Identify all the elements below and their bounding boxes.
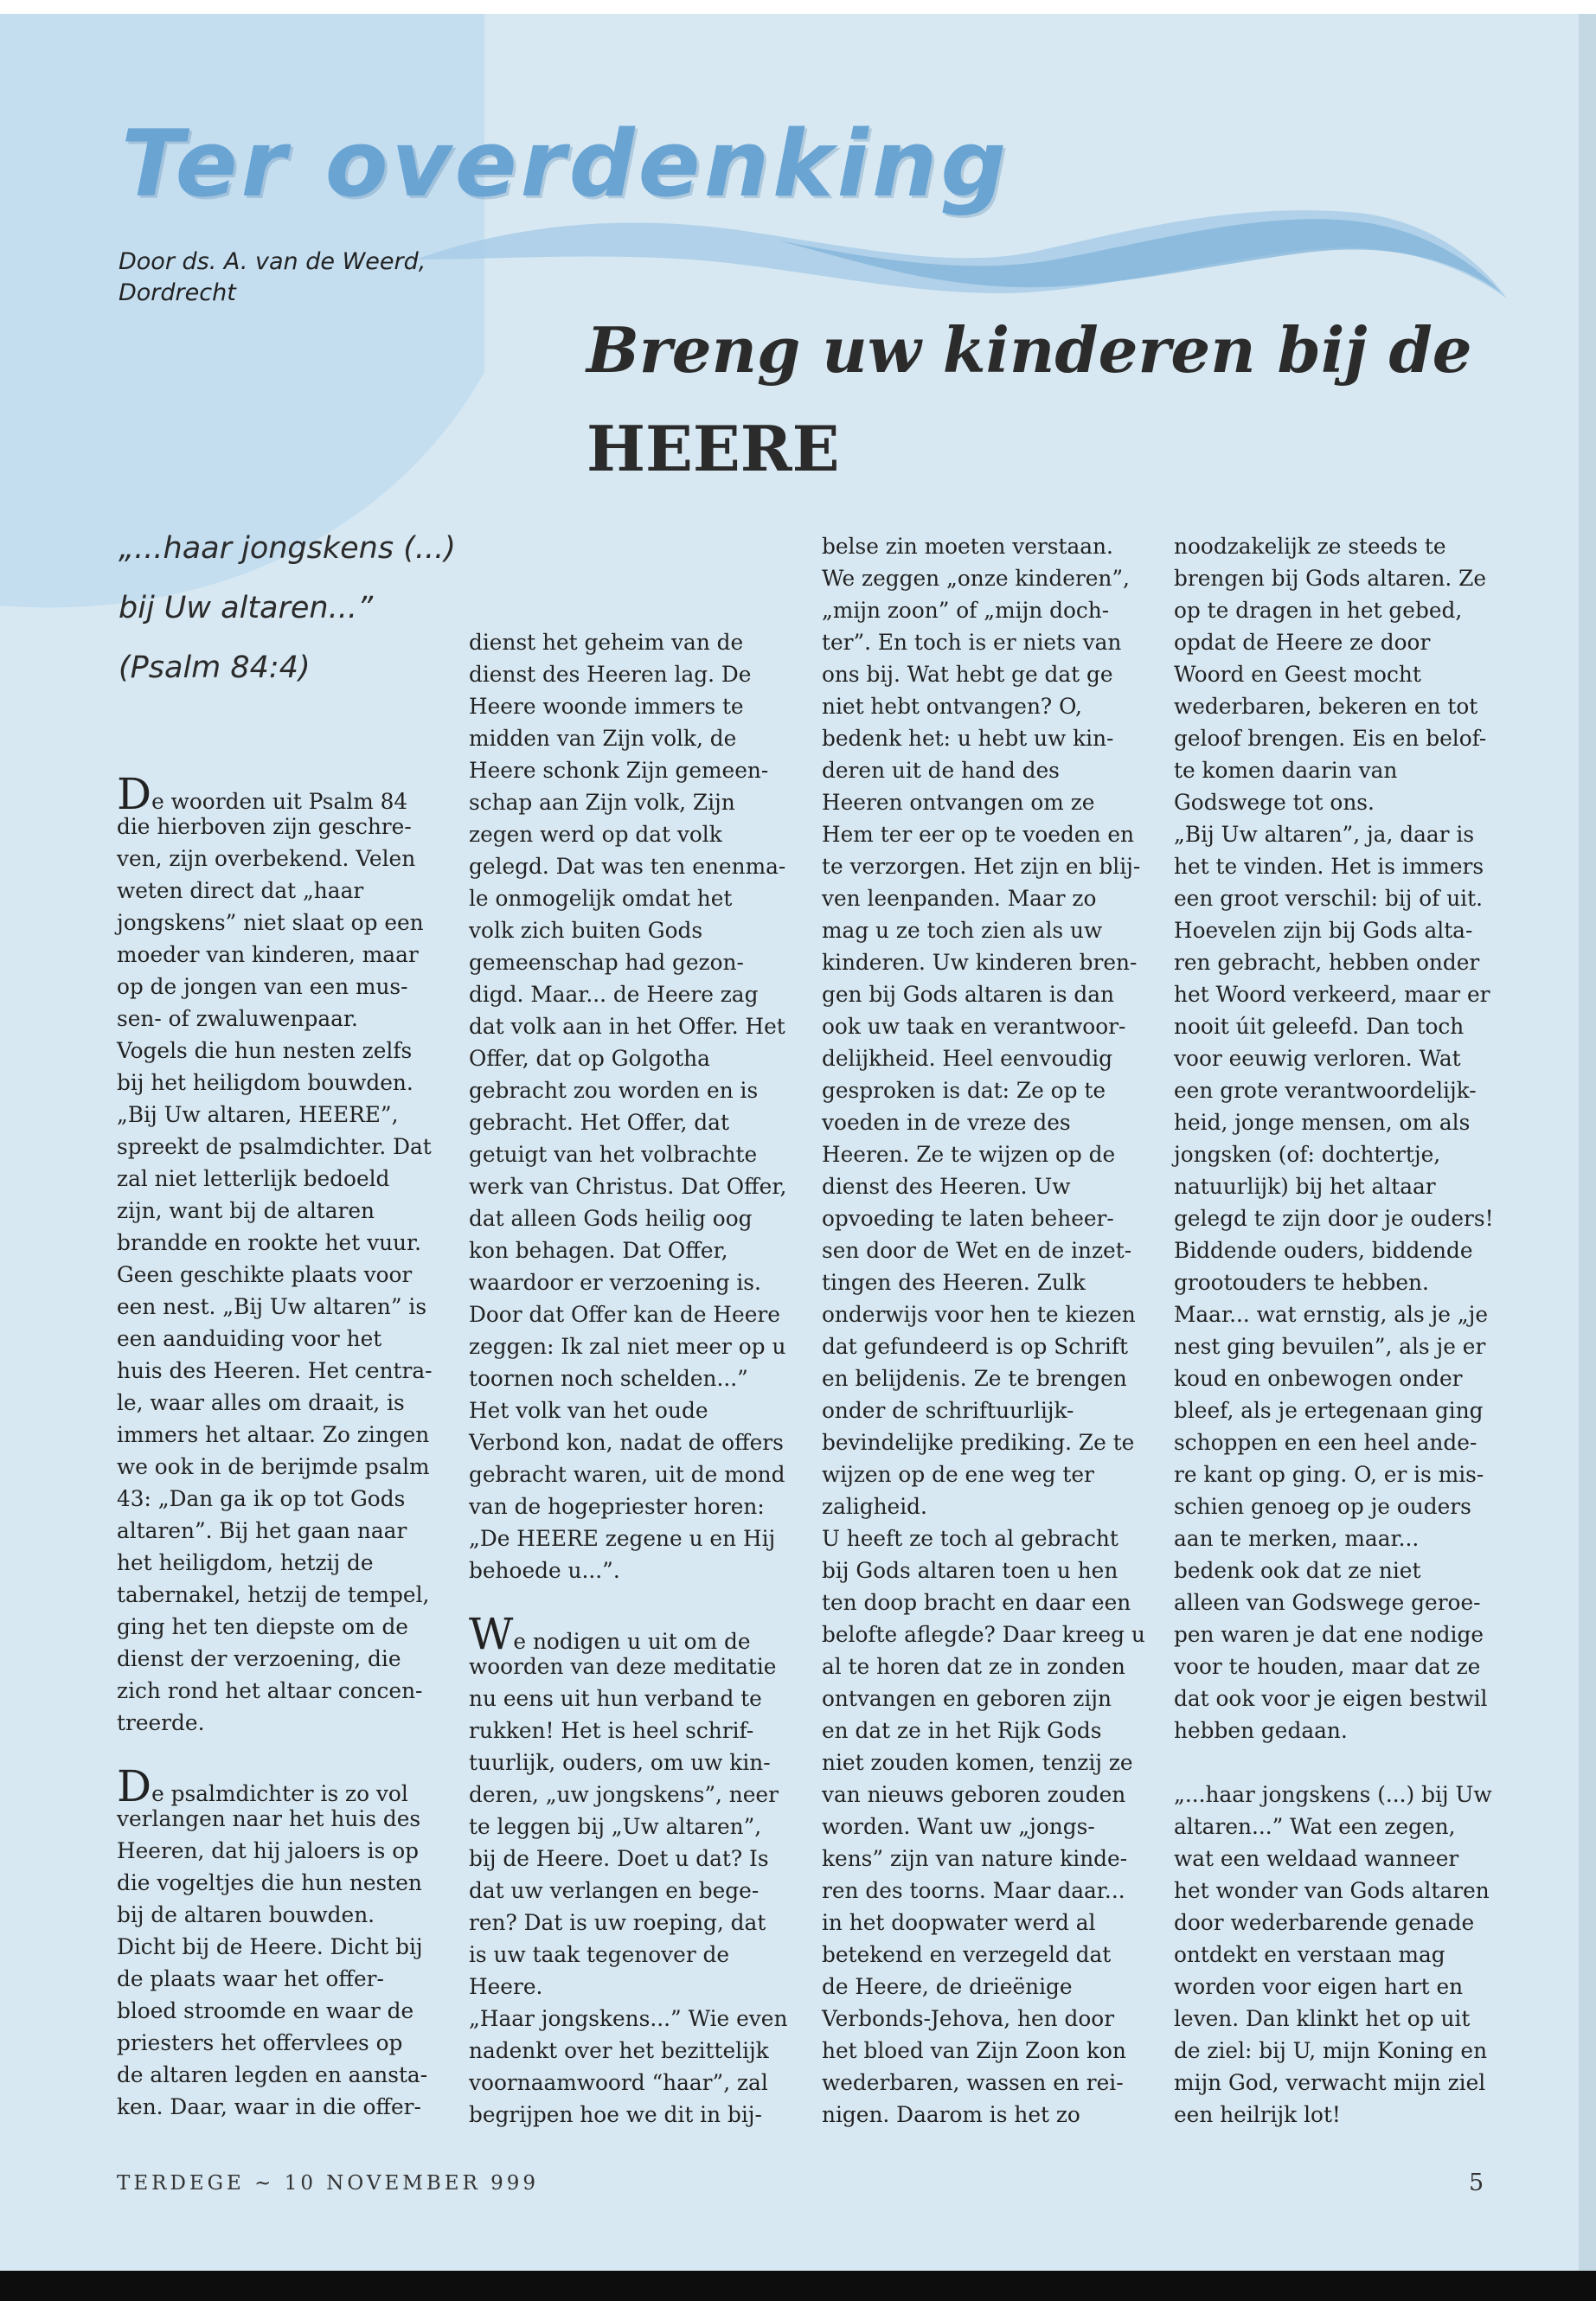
text-line: bij het heiligdom bouwden. — [117, 1070, 413, 1095]
text-line: De psalmdichter is zo vol — [117, 1761, 408, 1811]
text-line: gebracht zou worden en is — [469, 1078, 759, 1103]
text-line: het heiligdom, hetzij de — [117, 1550, 374, 1575]
text-line: dienst des Heeren lag. De — [469, 662, 752, 687]
text-line: wederbaren, bekeren en tot — [1174, 694, 1478, 719]
text-line: gesproken is dat: Ze op te — [822, 1078, 1106, 1103]
text-line: ontvangen en geboren zijn — [822, 1686, 1112, 1711]
text-line: „De HEERE zegene u en Hij — [469, 1526, 776, 1551]
text-line: ging het ten diepste om de — [117, 1614, 408, 1639]
text-line: immers het altaar. Zo zingen — [117, 1422, 430, 1447]
text-line: Heere woonde immers te — [469, 694, 744, 719]
text-line: nadenkt over het bezittelijk — [469, 2038, 769, 2063]
text-line: op te dragen in het gebed, — [1174, 598, 1463, 623]
text-line: de plaats waar het offer- — [117, 1966, 384, 1991]
text-line: ken. Daar, waar in die offer- — [117, 2094, 421, 2119]
text-line: belse zin moeten verstaan. — [822, 534, 1113, 559]
text-line: schoppen en een heel ande- — [1174, 1430, 1477, 1455]
text-line: Door dat Offer kan de Heere — [469, 1302, 780, 1327]
text-line: treerde. — [117, 1710, 205, 1735]
text-line: het wonder van Gods altaren — [1174, 1878, 1490, 1903]
text-line: verlangen naar het huis des — [117, 1806, 421, 1831]
text-line: in het doopwater werd al — [822, 1910, 1096, 1935]
text-line: een aanduiding voor het — [117, 1326, 382, 1351]
text-line: bevindelijke prediking. Ze te — [822, 1430, 1135, 1455]
text-line: bij de Heere. Doet u dat? Is — [469, 1846, 769, 1871]
text-line: Godswege tot ons. — [1174, 790, 1375, 815]
text-line: getuigt van het volbrachte — [469, 1142, 758, 1167]
text-line: ter”. En toch is er niets van — [822, 630, 1122, 655]
text-line: niet hebt ontvangen? O, — [822, 694, 1082, 719]
text-line: opvoeding te laten beheer- — [822, 1206, 1114, 1231]
text-line: te verzorgen. Het zijn en blij- — [822, 854, 1141, 879]
text-line: zegen werd op dat volk — [469, 822, 722, 847]
text-line: ons bij. Wat hebt ge dat ge — [822, 662, 1113, 687]
headline-line-1: Breng uw kinderen bij de — [586, 313, 1472, 387]
text-line: zaligheid. — [822, 1494, 927, 1519]
text-line: dienst het geheim van de — [469, 630, 744, 655]
text-line: door wederbarende genade — [1174, 1910, 1475, 1935]
text-column-4 — [1174, 530, 1494, 2131]
text-line: het te vinden. Het is immers — [1174, 854, 1484, 879]
headline-line-2: HEERE — [586, 412, 840, 485]
text-line: ren gebracht, hebben onder — [1174, 950, 1480, 975]
text-line: altaren...” Wat een zegen, — [1174, 1814, 1456, 1839]
text-line: dienst der verzoening, die — [117, 1646, 401, 1671]
text-line: mijn God, verwacht mijn ziel — [1174, 2070, 1486, 2095]
text-line: Heere schonk Zijn gemeen- — [469, 758, 769, 783]
text-line: zich rond het altaar concen- — [117, 1678, 423, 1703]
text-line: grootouders te hebben. — [1174, 1270, 1429, 1295]
text-line: U heeft ze toch al gebracht — [822, 1526, 1118, 1551]
text-line: volk zich buiten Gods — [469, 918, 703, 943]
text-column-3 — [822, 530, 1145, 2131]
text-line: tingen des Heeren. Zulk — [822, 1270, 1086, 1295]
text-line: weten direct dat „haar — [117, 878, 364, 903]
text-line — [1174, 1747, 1494, 1779]
text-line: woorden van deze meditatie — [469, 1654, 777, 1679]
text-line: de ziel: bij U, mijn Koning en — [1174, 2038, 1488, 2063]
text-line: We zeggen „onze kinderen”, — [822, 566, 1130, 591]
text-line: bedenk ook dat ze niet — [1174, 1558, 1421, 1583]
text-line: opdat de Heere ze door — [1174, 630, 1431, 655]
text-line: dat ook voor je eigen bestwil — [1174, 1686, 1488, 1711]
text-line: voornaamwoord “haar”, zal — [469, 2070, 768, 2095]
text-line: spreekt de psalmdichter. Dat — [117, 1134, 432, 1159]
text-line: re kant op ging. O, er is mis- — [1174, 1462, 1484, 1487]
text-line: waardoor er verzoening is. — [469, 1270, 761, 1295]
text-line: Offer, dat op Golgotha — [469, 1046, 710, 1071]
text-line: ren des toorns. Maar daar... — [822, 1878, 1125, 1903]
text-line: pen waren je dat ene nodige — [1174, 1622, 1484, 1647]
text-line: dienst des Heeren. Uw — [822, 1174, 1071, 1199]
text-line: ontdekt en verstaan mag — [1174, 1942, 1445, 1967]
footer-publication: TERDEGE ~ 10 NOVEMBER 999 — [117, 2172, 540, 2195]
text-line: en dat ze in het Rijk Gods — [822, 1718, 1102, 1743]
text-line: te leggen bij „Uw altaren”, — [469, 1814, 762, 1839]
text-line: schap aan Zijn volk, Zijn — [469, 790, 735, 815]
text-line: dat alleen Gods heilig oog — [469, 1206, 753, 1231]
text-line: niet zouden komen, tenzij ze — [822, 1750, 1133, 1775]
text-line: en belijdenis. Ze te brengen — [822, 1366, 1127, 1391]
quote-line-1: „...haar jongskens (...) — [119, 531, 456, 566]
text-line: Woord en Geest mocht — [1174, 662, 1421, 687]
text-line: huis des Heeren. Het centra- — [117, 1358, 433, 1383]
text-line: ook uw taak en verantwoor- — [822, 1014, 1126, 1039]
text-line: „Haar jongskens...” Wie even — [469, 2006, 788, 2031]
text-column-1 — [117, 769, 437, 2123]
text-line — [469, 1586, 789, 1618]
text-line: begrijpen hoe we dit in bij- — [469, 2102, 762, 2127]
text-line: bleef, als je ertegenaan ging — [1174, 1398, 1484, 1423]
text-line: Geen geschikte plaats voor — [117, 1262, 413, 1287]
text-line: „Bij Uw altaren, HEERE”, — [117, 1102, 399, 1127]
text-line: gelegd. Dat was ten enenma- — [469, 854, 786, 879]
drop-cap: D — [117, 1761, 152, 1811]
text-line: Hem ter eer op te voeden en — [822, 822, 1135, 847]
text-line: nest ging bevuilen”, als je er — [1174, 1334, 1486, 1359]
text-line: Hoevelen zijn bij Gods alta- — [1174, 918, 1473, 943]
text-line: „mijn zoon” of „mijn doch- — [822, 598, 1110, 623]
byline-location: Dordrecht — [119, 279, 236, 306]
text-line: sen- of zwaluwenpaar. — [117, 1006, 358, 1031]
text-line: zal niet letterlijk bedoeld — [117, 1166, 390, 1191]
text-line: De woorden uit Psalm 84 — [117, 769, 408, 819]
text-line: onder de schriftuurlijk- — [822, 1398, 1074, 1423]
text-line: rukken! Het is heel schrif- — [469, 1718, 754, 1743]
scripture-quote — [119, 519, 465, 698]
text-line: onderwijs voor hen te kiezen — [822, 1302, 1136, 1327]
text-line: hebben gedaan. — [1174, 1718, 1348, 1743]
text-line: le onmogelijk omdat het — [469, 886, 733, 911]
text-line: behoede u...”. — [469, 1558, 620, 1583]
text-line: worden. Want uw „jongs- — [822, 1814, 1095, 1839]
text-line: le, waar alles om draait, is — [117, 1390, 405, 1415]
text-line: zeggen: Ik zal niet meer op u — [469, 1334, 786, 1359]
text-line: belofte aflegde? Daar kreeg u — [822, 1622, 1145, 1647]
text-line: bloed stroomde en waar de — [117, 1998, 414, 2023]
text-line: „...haar jongskens (...) bij Uw — [1174, 1782, 1492, 1807]
text-line: de Heere, de drieënige — [822, 1974, 1073, 1999]
text-line: altaren”. Bij het gaan naar — [117, 1518, 407, 1543]
article-headline — [586, 301, 1555, 498]
quote-reference: (Psalm 84:4) — [119, 651, 311, 685]
text-line: toornen noch schelden...” — [469, 1366, 748, 1391]
text-line: gebracht waren, uit de mond — [469, 1462, 785, 1487]
text-line: bij Gods altaren toen u hen — [822, 1558, 1118, 1583]
text-line: mag u ze toch zien als uw — [822, 918, 1103, 943]
byline — [119, 247, 482, 309]
text-line: kens” zijn van nature kinde- — [822, 1846, 1128, 1871]
text-column-2 — [469, 626, 789, 2131]
text-line: nooit úit geleefd. Dan toch — [1174, 1014, 1465, 1039]
text-line: al te horen dat ze in zonden — [822, 1654, 1125, 1679]
text-line: het bloed van Zijn Zoon kon — [822, 2038, 1126, 2063]
text-line: aan te merken, maar... — [1174, 1526, 1420, 1551]
text-line: leven. Dan klinkt het op uit — [1174, 2006, 1471, 2031]
text-line: Verbonds-Jehova, hen door — [822, 2006, 1115, 2031]
text-line: Verbond kon, nadat de offers — [469, 1430, 784, 1455]
text-line: betekend en verzegeld dat — [822, 1942, 1112, 1967]
text-line: ven, zijn overbekend. Velen — [117, 846, 416, 871]
text-line: 43: „Dan ga ik op tot Gods — [117, 1486, 406, 1511]
text-line: een heilrijk lot! — [1174, 2102, 1341, 2127]
text-line: deren, „uw jongskens”, neer — [469, 1782, 779, 1807]
text-line: bedenk het: u hebt uw kin- — [822, 726, 1114, 751]
text-line: sen door de Wet en de inzet- — [822, 1238, 1132, 1263]
text-line: kon behagen. Dat Offer, — [469, 1238, 728, 1263]
text-line: gelegd te zijn door je ouders! — [1174, 1206, 1494, 1231]
text-line: tabernakel, hetzij de tempel, — [117, 1582, 430, 1607]
text-line: een grote verantwoordelijk- — [1174, 1078, 1477, 1103]
text-line: digd. Maar... de Heere zag — [469, 982, 759, 1007]
page-number: 5 — [1469, 2170, 1484, 2196]
text-line: een groot verschil: bij of uit. — [1174, 886, 1483, 911]
text-line: een nest. „Bij Uw altaren” is — [117, 1294, 427, 1319]
text-line: jongsken (of: dochtertje, — [1174, 1142, 1441, 1167]
text-line: voor te houden, maar dat ze — [1174, 1654, 1481, 1679]
text-line: werk van Christus. Dat Offer, — [469, 1174, 787, 1199]
text-line: wederbaren, wassen en rei- — [822, 2070, 1124, 2095]
text-line: delijkheid. Heel eenvoudig — [822, 1046, 1113, 1071]
text-line: Maar... wat ernstig, als je „je — [1174, 1302, 1489, 1327]
text-line: nu eens uit hun verband te — [469, 1686, 762, 1711]
text-line: voeden in de vreze des — [822, 1110, 1071, 1135]
text-line: van de hogepriester horen: — [469, 1494, 765, 1519]
quote-line-2: bij Uw altaren...” — [119, 591, 374, 625]
text-line: „Bij Uw altaren”, ja, daar is — [1174, 822, 1475, 847]
text-line: wat een weldaad wanneer — [1174, 1846, 1459, 1871]
text-line — [117, 1739, 437, 1771]
text-line: worden voor eigen hart en — [1174, 1974, 1464, 1999]
text-line: We nodigen u uit om de — [469, 1609, 751, 1659]
section-title: Ter overdenking — [121, 111, 1010, 217]
text-line: priesters het offervlees op — [117, 2030, 403, 2055]
text-line: is uw taak tegenover de — [469, 1942, 730, 1967]
text-line: Heeren. Ze te wijzen op de — [822, 1142, 1116, 1167]
text-line: die hierboven zijn geschre- — [117, 814, 412, 839]
text-line: Dicht bij de Heere. Dicht bij — [117, 1934, 423, 1959]
text-line: we ook in de berijmde psalm — [117, 1454, 430, 1479]
text-line: dat volk aan in het Offer. Het — [469, 1014, 785, 1039]
text-line: midden van Zijn volk, de — [469, 726, 737, 751]
text-line: alleen van Godswege geroe- — [1174, 1590, 1481, 1615]
text-line: zijn, want bij de altaren — [117, 1198, 375, 1223]
text-line: Het volk van het oude — [469, 1398, 708, 1423]
text-line: Heeren, dat hij jaloers is op — [117, 1838, 420, 1863]
text-line: het Woord verkeerd, maar er — [1174, 982, 1490, 1007]
text-line: schien genoeg op je ouders — [1174, 1494, 1471, 1519]
text-line: Biddende ouders, biddende — [1174, 1238, 1473, 1263]
text-line: brandde en rookte het vuur. — [117, 1230, 422, 1255]
text-line: dat uw verlangen en bege- — [469, 1878, 760, 1903]
drop-cap: D — [117, 769, 152, 819]
text-line: ten doop bracht en daar een — [822, 1590, 1131, 1615]
text-line: Heere. — [469, 1974, 543, 1999]
text-line: gemeenschap had gezon- — [469, 950, 744, 975]
text-line: bij de altaren bouwden. — [117, 1902, 375, 1927]
text-line: Vogels die hun nesten zelfs — [117, 1038, 413, 1063]
text-line: de altaren legden en aansta- — [117, 2062, 428, 2087]
text-line: brengen bij Gods altaren. Ze — [1174, 566, 1486, 591]
text-line: ren? Dat is uw roeping, dat — [469, 1910, 766, 1935]
text-line: jongskens” niet slaat op een — [117, 910, 424, 935]
text-line: kinderen. Uw kinderen bren- — [822, 950, 1138, 975]
text-line: Heeren ontvangen om ze — [822, 790, 1095, 815]
text-line: natuurlijk) bij het altaar — [1174, 1174, 1436, 1199]
text-line: gen bij Gods altaren is dan — [822, 982, 1115, 1007]
drop-cap: W — [469, 1609, 514, 1659]
text-line: tuurlijk, ouders, om uw kin- — [469, 1750, 771, 1775]
text-line: nigen. Daarom is het zo — [822, 2102, 1080, 2127]
text-line: ven leenpanden. Maar zo — [822, 886, 1097, 911]
text-line: heid, jonge mensen, om als — [1174, 1110, 1471, 1135]
text-line: geloof brengen. Eis en belof- — [1174, 726, 1487, 751]
text-line: te komen daarin van — [1174, 758, 1398, 783]
text-line: voor eeuwig verloren. Wat — [1174, 1046, 1461, 1071]
text-line: op de jongen van een mus- — [117, 974, 408, 999]
text-line: deren uit de hand des — [822, 758, 1060, 783]
text-line: moeder van kinderen, maar — [117, 942, 419, 967]
text-line: van nieuws geboren zouden — [822, 1782, 1126, 1807]
text-line: wijzen op de ene weg ter — [822, 1462, 1094, 1487]
text-line: dat gefundeerd is op Schrift — [822, 1334, 1128, 1359]
byline-author: Door ds. A. van de Weerd, — [119, 248, 426, 275]
text-line: koud en onbewogen onder — [1174, 1366, 1463, 1391]
text-line: gebracht. Het Offer, dat — [469, 1110, 729, 1135]
bottom-scan-border — [0, 2271, 1596, 2301]
text-line: die vogeltjes die hun nesten — [117, 1870, 422, 1895]
text-line: noodzakelijk ze steeds te — [1174, 534, 1446, 559]
